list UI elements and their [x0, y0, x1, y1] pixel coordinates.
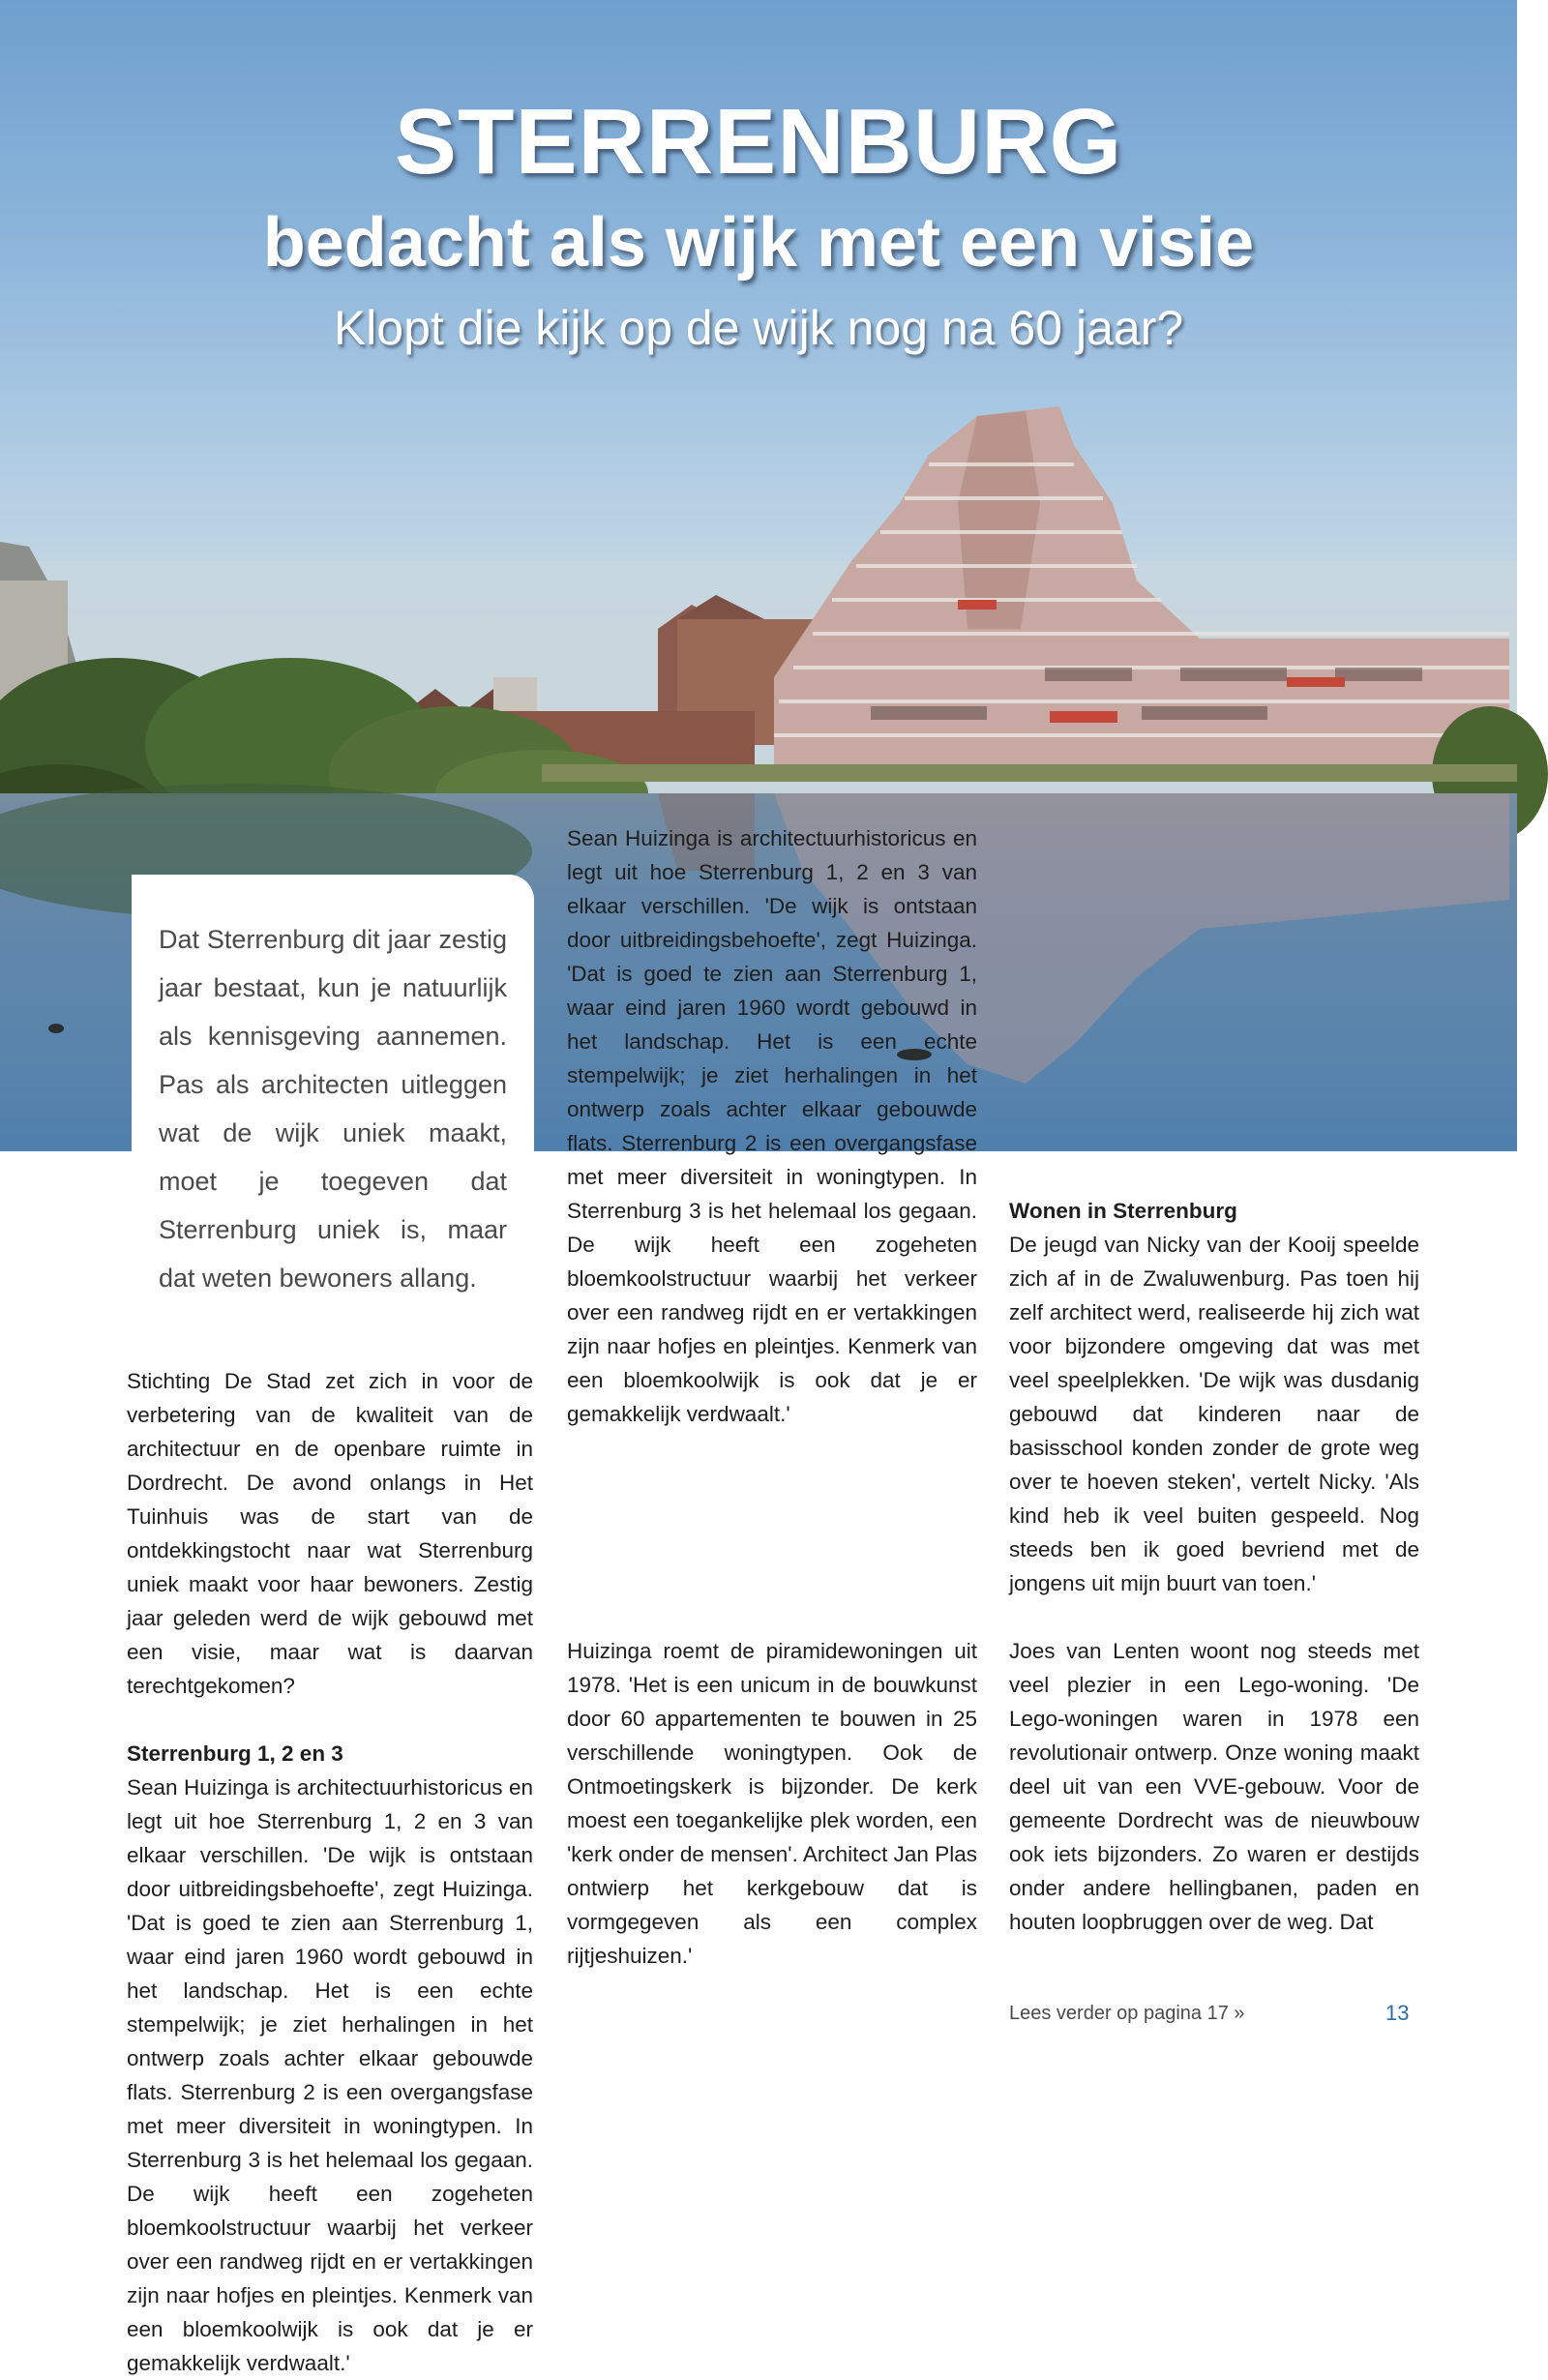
article-paragraph: Joes van Lenten woont nog steeds met veel plezier in een Lego-woning. 'De Lego-woningen waren in 1978 een revolutionair ontwerp. Onze woning maakt deel uit van een VVE-gebouw. Voor de gemeente Dordrecht was de nieuwbouw ook iets bijzonders. Zo waren er destijds onder andere hellingbanen, paden en houten loopbruggen over de weg. Dat: [1009, 1639, 1419, 1934]
section-heading: Wonen in Sterrenburg: [1009, 1199, 1237, 1223]
article-column-2: [567, 826, 977, 2007]
continue-reading-link[interactable]: Lees verder op pagina 17 »: [1009, 2003, 1245, 2024]
article-paragraph: De jeugd van Nicky van der Kooij speelde zich af in de Zwaluwenburg. Pas toen hij zelf architect werd, realiseerde hij zich wat voor bijzondere omgeving dat was met veel speelplekken. 'De wijk was dusdanig gebouwd dat kinderen naar de basisschool konden zonder de grote weg over te hoeven steken', vertelt Nicky. 'Als kind heb ik veel buiten gespeeld. Nog steeds ben ik goed bevriend met de jongens uit mijn buurt van toen.': [1009, 1233, 1419, 1595]
page-subtitle: bedacht als wijk met een visie: [262, 204, 1255, 282]
section-heading: Sterrenburg 1, 2 en 3: [127, 1741, 343, 1766]
page-number: 13: [1385, 2001, 1410, 2025]
article-paragraph: Sean Huizinga is architectuurhistoricus en legt uit hoe Sterrenburg 1, 2 en 3 van elkaar verschillen. 'De wijk is ontstaan door uitbreidingsbehoefte', zegt Huizinga. 'Dat is goed te zien aan Sterrenburg 1, waar eind jaren 1960 wordt gebouwd in het landschap. Het is een echte stempelwijk; je ziet herhalingen in het ontwerp zoals achter elkaar gebouwde flats. Sterrenburg 2 is een overgangsfase met meer diversiteit in woningtypen. In Sterrenburg 3 is het helemaal los gegaan. De wijk heeft een zogeheten bloemkoolstructuur waarbij het verkeer over een randweg rijdt en er vertakkingen zijn naar hofjes en pleintjes. Kenmerk van een bloemkoolwijk is ook dat je er gemakkelijk verdwaalt.': [127, 1775, 533, 2375]
intro-text: Dat Sterrenburg dit jaar zestig jaar bestaat, kun je natuurlijk als kennisgeving aannemen. Pas als architecten uitleggen wat de wijk uniek maakt, moet je toegeven dat Sterrenburg uniek is, maar dat weten bewoners allang.: [159, 925, 507, 1293]
article-paragraph: Stichting De Stad zet zich in voor de verbetering van de kwaliteit van de architectuur en de openbare ruimte in Dordrecht. De avond onlangs in Het Tuinhuis was de start van de ontdekkingstocht naar wat Sterrenburg uniek maakt voor haar bewoners. Zestig jaar geleden werd de wijk gebouwd met een visie, maar wat is daarvan terechtgekomen?: [127, 1369, 533, 1698]
article-column-1: [127, 1364, 533, 2375]
page-question: Klopt die kijk op de wijk nog na 60 jaar?: [333, 301, 1184, 355]
article-paragraph-continued: [567, 826, 977, 1600]
article-column-3: [1009, 1194, 1419, 1973]
intro-box: [132, 875, 534, 1300]
article-paragraph: Huizinga roemt de piramidewoningen uit 1978. 'Het is een unicum in de bouwkunst door 60 appartementen te bouwen in 25 verschillende woningtypen. Ook de Ontmoetingskerk is bijzonder. De kerk moest een toegankelijke plek worden, een 'kerk onder de mensen'. Architect Jan Plas ontwierp het kerkgebouw dat is vormgegeven als een complex rijtjeshuizen.': [567, 1639, 977, 1968]
article-paragraph-continued-text: Sean Huizinga is architectuurhistoricus en legt uit hoe Sterrenburg 1, 2 en 3 van elkaar verschillen. 'De wijk is ontstaan door uitbreidingsbehoefte', zegt Huizinga. 'Dat is goed te zien aan Sterrenburg 1, waar eind jaren 1960 wordt gebouwd in het landschap. Het is een echte stempelwijk; je ziet herhalingen in het ontwerp zoals achter elkaar gebouwde flats. Sterrenburg 2 is een overgangsfase met meer diversiteit in woningtypen. In Sterrenburg 3 is het helemaal los gegaan. De wijk heeft een zogeheten bloemkoolstructuur waarbij het verkeer over een randweg rijdt en er vertakkingen zijn naar hofjes en pleintjes. Kenmerk van een bloemkoolwijk is ook dat je er gemakkelijk verdwaalt.': [567, 826, 977, 1426]
page-title: STERRENBURG: [394, 90, 1123, 193]
